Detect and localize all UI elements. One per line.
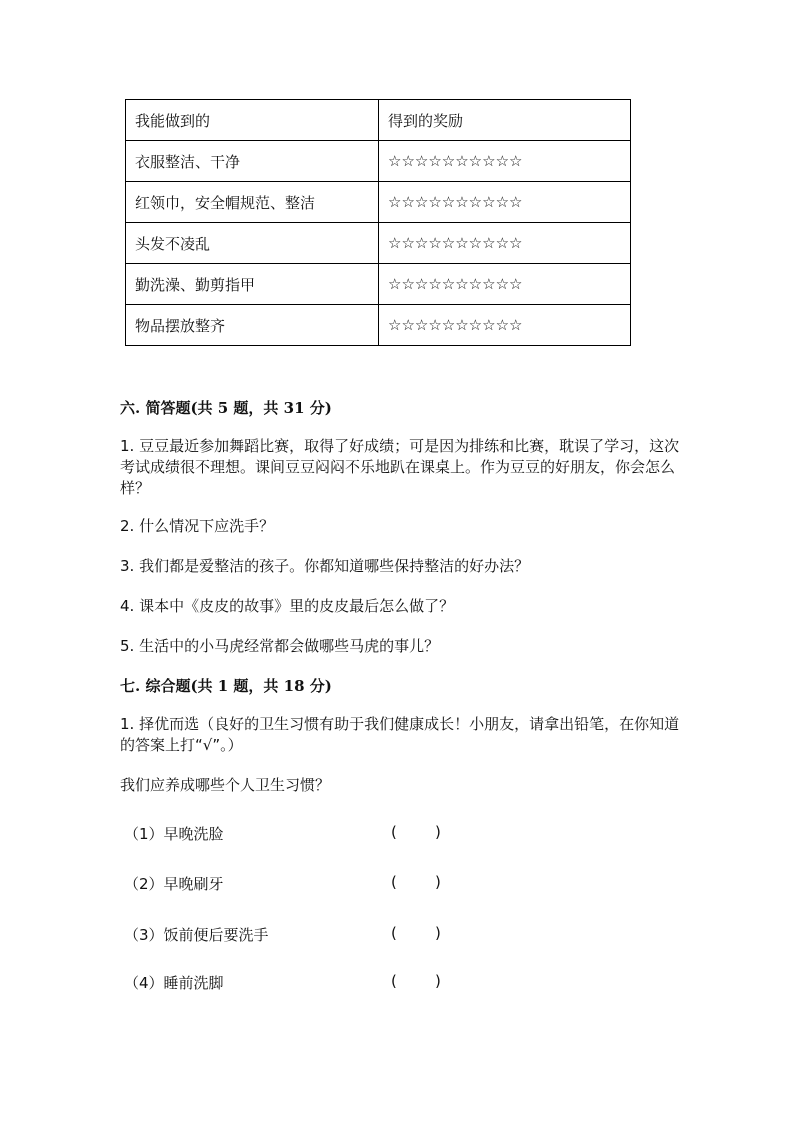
question-6-3: 3. 我们都是爱整洁的孩子。你都知道哪些保持整洁的好办法？ xyxy=(120,557,530,575)
table-cell-item: 勤洗澡、勤剪指甲 xyxy=(126,264,379,305)
option-1: （1）早晚洗脸 xyxy=(124,825,224,843)
answer-blank-4[interactable]: ( ) xyxy=(391,972,441,990)
table-cell-reward: ☆☆☆☆☆☆☆☆☆☆ xyxy=(379,264,631,305)
table-row xyxy=(126,305,631,346)
question-6-1: 1. 豆豆最近参加舞蹈比赛，取得了好成绩；可是因为排练和比赛，耽误了学习，这次考试成绩很不理想。课间豆豆闷闷不乐地趴在课桌上。作为豆豆的好朋友，你会怎么样？ xyxy=(120,437,680,497)
table-cell-item: 衣服整洁、干净 xyxy=(126,141,379,182)
table-cell-item: 头发不凌乱 xyxy=(126,223,379,264)
table-cell-reward: ☆☆☆☆☆☆☆☆☆☆ xyxy=(379,182,631,223)
option-2: （2）早晚刷牙 xyxy=(124,875,224,893)
table-cell-item: 物品摆放整齐 xyxy=(126,305,379,346)
question-7-prompt: 我们应养成哪些个人卫生习惯？ xyxy=(120,776,331,794)
reward-table xyxy=(125,99,631,346)
section-7-title: 七. 综合题(共 1 题，共 18 分) xyxy=(120,677,332,695)
table-header-cell: 得到的奖励 xyxy=(379,100,631,141)
question-6-5: 5. 生活中的小马虎经常都会做哪些马虎的事儿？ xyxy=(120,637,440,655)
table-cell-item: 红领巾，安全帽规范、整洁 xyxy=(126,182,379,223)
table-row xyxy=(126,223,631,264)
table-row xyxy=(126,141,631,182)
table-row xyxy=(126,264,631,305)
question-6-2: 2. 什么情况下应洗手？ xyxy=(120,517,275,535)
table-cell-reward: ☆☆☆☆☆☆☆☆☆☆ xyxy=(379,305,631,346)
question-6-4: 4. 课本中《皮皮的故事》里的皮皮最后怎么做了？ xyxy=(120,597,455,615)
question-7-1: 1. 择优而选（良好的卫生习惯有助于我们健康成长！小朋友，请拿出铅笔，在你知道的答案上打“√”。） xyxy=(120,715,680,754)
answer-blank-1[interactable]: ( ) xyxy=(391,823,441,841)
table-header-row xyxy=(126,100,631,141)
option-3: （3）饭前便后要洗手 xyxy=(124,926,269,944)
table-cell-reward: ☆☆☆☆☆☆☆☆☆☆ xyxy=(379,141,631,182)
table-cell-reward: ☆☆☆☆☆☆☆☆☆☆ xyxy=(379,223,631,264)
answer-blank-2[interactable]: ( ) xyxy=(391,873,441,891)
section-6-title: 六. 简答题(共 5 题，共 31 分) xyxy=(120,399,332,417)
option-4: （4）睡前洗脚 xyxy=(124,974,224,992)
answer-blank-3[interactable]: ( ) xyxy=(391,924,441,942)
table-header-cell: 我能做到的 xyxy=(126,100,379,141)
table-row xyxy=(126,182,631,223)
